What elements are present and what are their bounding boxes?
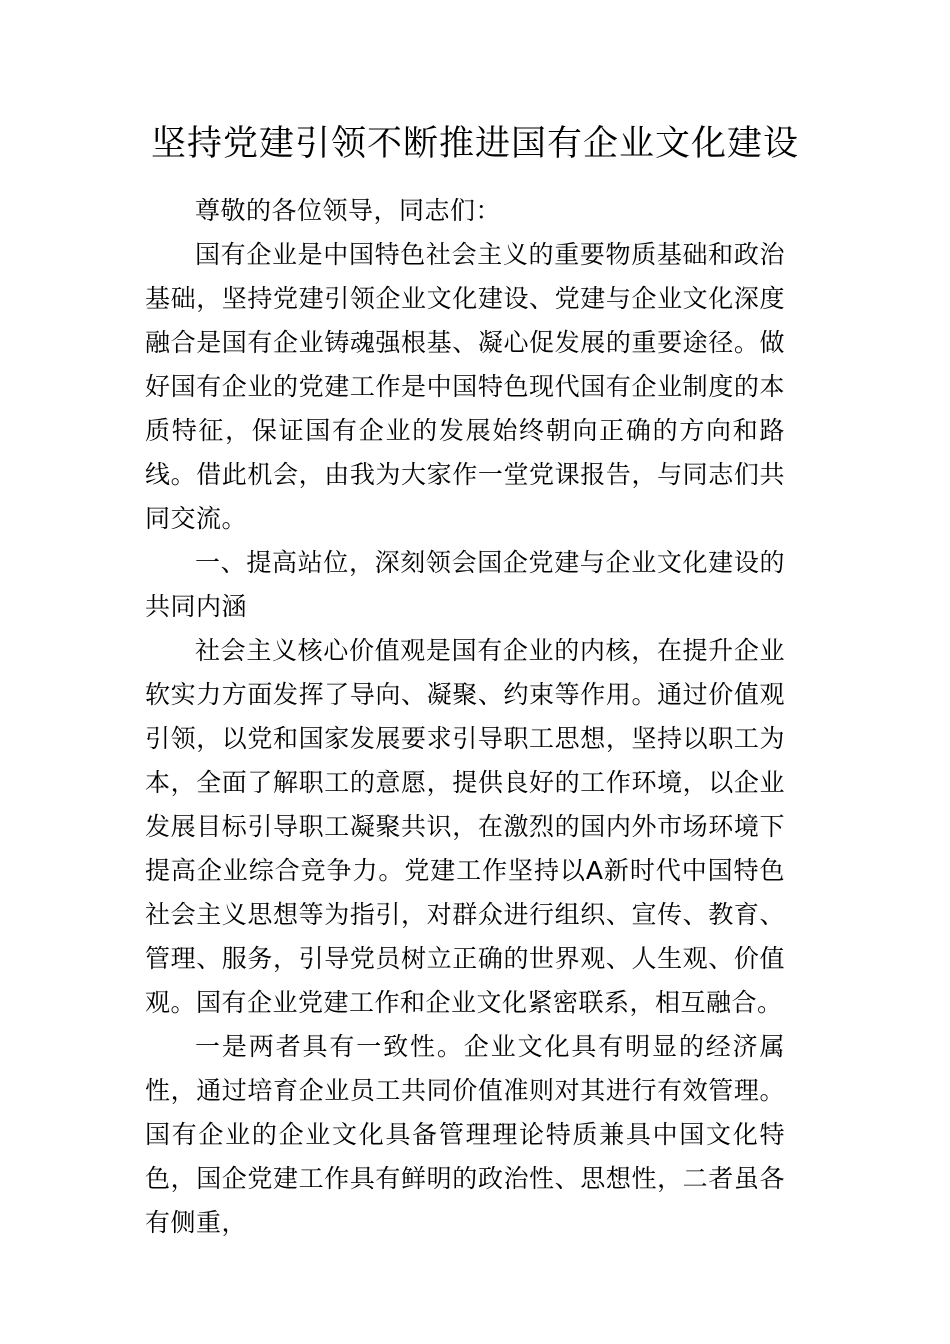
section-heading-1: 一、提高站位，深刻领会国企党建与企业文化建设的共同内涵 [145, 548, 785, 621]
paragraph-core-values: 社会主义核心价值观是国有企业的内核，在提升企业软实力方面发挥了导向、凝聚、约束等作用。通过价值观引领，以党和国家发展要求引导职工思想，坚持以职工为本，全面了解职工的意愿，提供良好的工作环境，以企业发展目标引导职工凝聚共识，在激烈的国内外市场环境下提高企业综合竞争力。党建工作坚持以A新时代中国特色社会主义思想等为指引，对群众进行组织、宣传、教育、管理、服务，引导党员树立正确的世界观、人生观、价值观。国有企业党建工作和企业文化紧密联系，相互融合。 [145, 636, 785, 1017]
paragraph-intro: 国有企业是中国特色社会主义的重要物质基础和政治基础，坚持党建引领企业文化建设、党建与企业文化深度融合是国有企业铸魂强根基、凝心促发展的重要途径。做好国有企业的党建工作是中国特色现代国有企业制度的本质特征，保证国有企业的发展始终朝向正确的方向和路线。借此机会，由我为大家作一堂党课报告，与同志们共同交流。 [145, 240, 785, 533]
greeting: 尊敬的各位领导，同志们： [195, 196, 502, 225]
document-title: 坚持党建引领不断推进国有企业文化建设 [150, 124, 799, 164]
paragraph-consistency: 一是两者具有一致性。企业文化具有明显的经济属性，通过培育企业员工共同价值准则对其进行有效管理。国有企业的企业文化具备管理理论特质兼具中国文化特色，国企党建工作具有鲜明的政治性、思想性，二者虽各有侧重， [145, 1032, 785, 1237]
document-body [145, 189, 785, 1245]
